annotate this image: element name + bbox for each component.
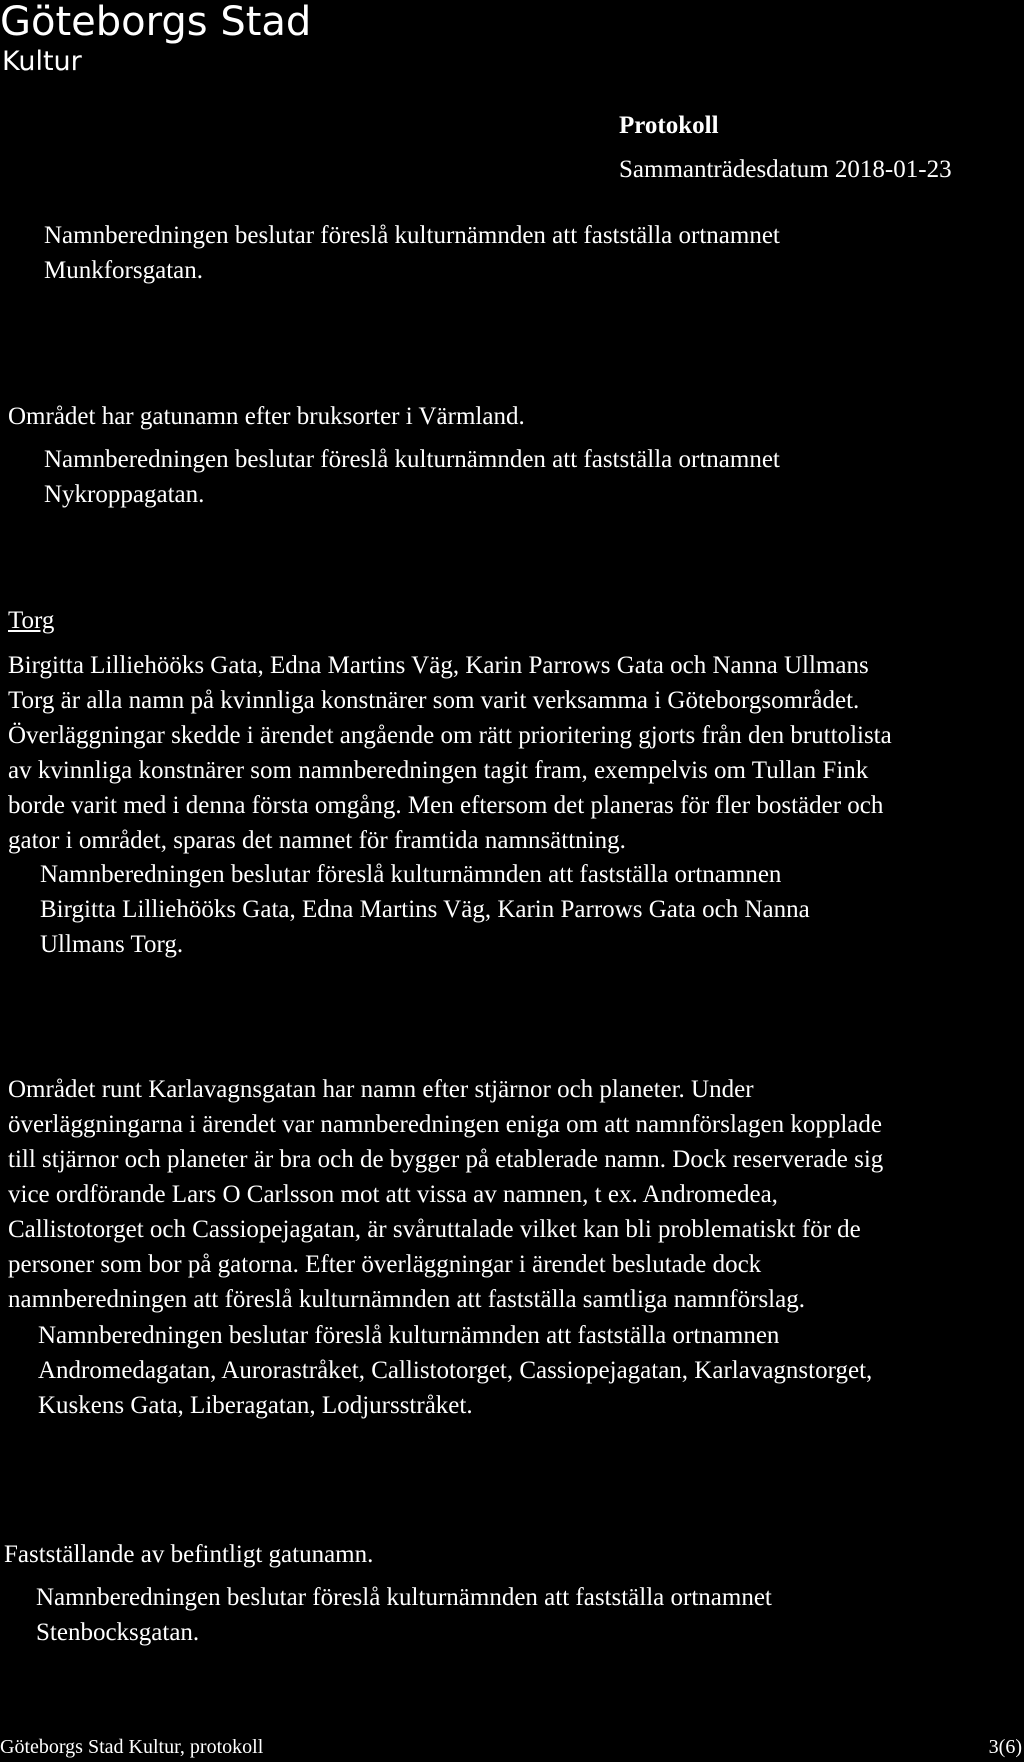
section-heading-torg: Torg [8, 607, 55, 634]
decision-2-line-1: Namnberedningen beslutar föreslå kulturnämnden att fastställa ortnamnet [44, 446, 780, 473]
meeting-date: Sammanträdesdatum 2018-01-23 [619, 156, 952, 183]
organization-name: Göteborgs Stad [0, 0, 312, 45]
decision-5-line-2: Stenbocksgatan. [36, 1619, 200, 1646]
decision-2-line-2: Nykroppagatan. [44, 481, 205, 508]
footer-page-number: 3(6) [988, 1736, 1022, 1758]
text-2-line-4: av kvinnliga konstnärer som namnberedningen tagit fram, exempelvis om Tullan Fink [8, 757, 869, 784]
footer-document-name: Göteborgs Stad Kultur, protokoll [0, 1736, 264, 1758]
text-2-line-6: gator i området, sparas det namnet för framtida namnsättning. [8, 827, 626, 854]
text-3-line-1: Området runt Karlavagnsgatan har namn efter stjärnor och planeter. Under [8, 1076, 754, 1103]
text-2-line-3: Överläggningar skedde i ärendet angående om rätt prioritering gjorts från den bruttolista [8, 722, 892, 749]
decision-paragraph-5 [36, 1580, 772, 1650]
decision-1-line-2: Munkforsgatan. [44, 257, 203, 284]
text-paragraph-2 [8, 648, 892, 858]
organization-unit: Kultur [2, 46, 82, 77]
text-4-line-1: Fastställande av befintligt gatunamn. [4, 1541, 374, 1568]
decision-1-line-1: Namnberedningen beslutar föreslå kulturnämnden att fastställa ortnamnet [44, 222, 780, 249]
decision-paragraph-4 [38, 1318, 872, 1423]
text-3-line-4: vice ordförande Lars O Carlsson mot att vissa av namnen, t ex. Andromedea, [8, 1181, 778, 1208]
decision-paragraph-3 [40, 857, 810, 962]
text-2-line-5: borde varit med i denna första omgång. Men eftersom det planeras för fler bostäder och [8, 792, 884, 819]
text-3-line-3: till stjärnor och planeter är bra och de bygger på etablerade namn. Dock reserverade sig [8, 1146, 884, 1173]
text-paragraph-3 [8, 1072, 883, 1317]
decision-4-line-2: Andromedagatan, Aurorastråket, Callistotorget, Cassiopejagatan, Karlavagnstorget, [38, 1357, 873, 1384]
decision-3-line-2: Birgitta Lilliehööks Gata, Edna Martins Väg, Karin Parrows Gata och Nanna [40, 896, 810, 923]
text-2-line-1: Birgitta Lilliehööks Gata, Edna Martins Väg, Karin Parrows Gata och Nanna Ullmans [8, 652, 869, 679]
decision-3-line-3: Ullmans Torg. [40, 931, 184, 958]
text-paragraph-4 [4, 1537, 373, 1572]
text-1-line-1: Området har gatunamn efter bruksorter i Värmland. [8, 403, 525, 430]
document-type: Protokoll [619, 112, 719, 139]
decision-3-line-1: Namnberedningen beslutar föreslå kulturnämnden att fastställa ortnamnen [40, 861, 782, 888]
text-3-line-2: överläggningarna i ärendet var namnberedningen eniga om att namnförslagen kopplade [8, 1111, 882, 1138]
decision-paragraph-2 [44, 442, 780, 512]
decision-4-line-3: Kuskens Gata, Liberagatan, Lodjursstråket. [38, 1392, 473, 1419]
decision-4-line-1: Namnberedningen beslutar föreslå kulturnämnden att fastställa ortnamnen [38, 1322, 780, 1349]
decision-paragraph-1 [44, 218, 780, 288]
text-2-line-2: Torg är alla namn på kvinnliga konstnärer som varit verksamma i Göteborgsområdet. [8, 687, 860, 714]
decision-5-line-1: Namnberedningen beslutar föreslå kulturnämnden att fastställa ortnamnet [36, 1584, 772, 1611]
text-3-line-7: namnberedningen att föreslå kulturnämnden att fastställa samtliga namnförslag. [8, 1286, 805, 1313]
text-3-line-6: personer som bor på gatorna. Efter överläggningar i ärendet beslutade dock [8, 1251, 762, 1278]
text-3-line-5: Callistotorget och Cassiopejagatan, är svåruttalade vilket kan bli problematiskt för de [8, 1216, 861, 1243]
text-paragraph-1 [8, 399, 525, 434]
